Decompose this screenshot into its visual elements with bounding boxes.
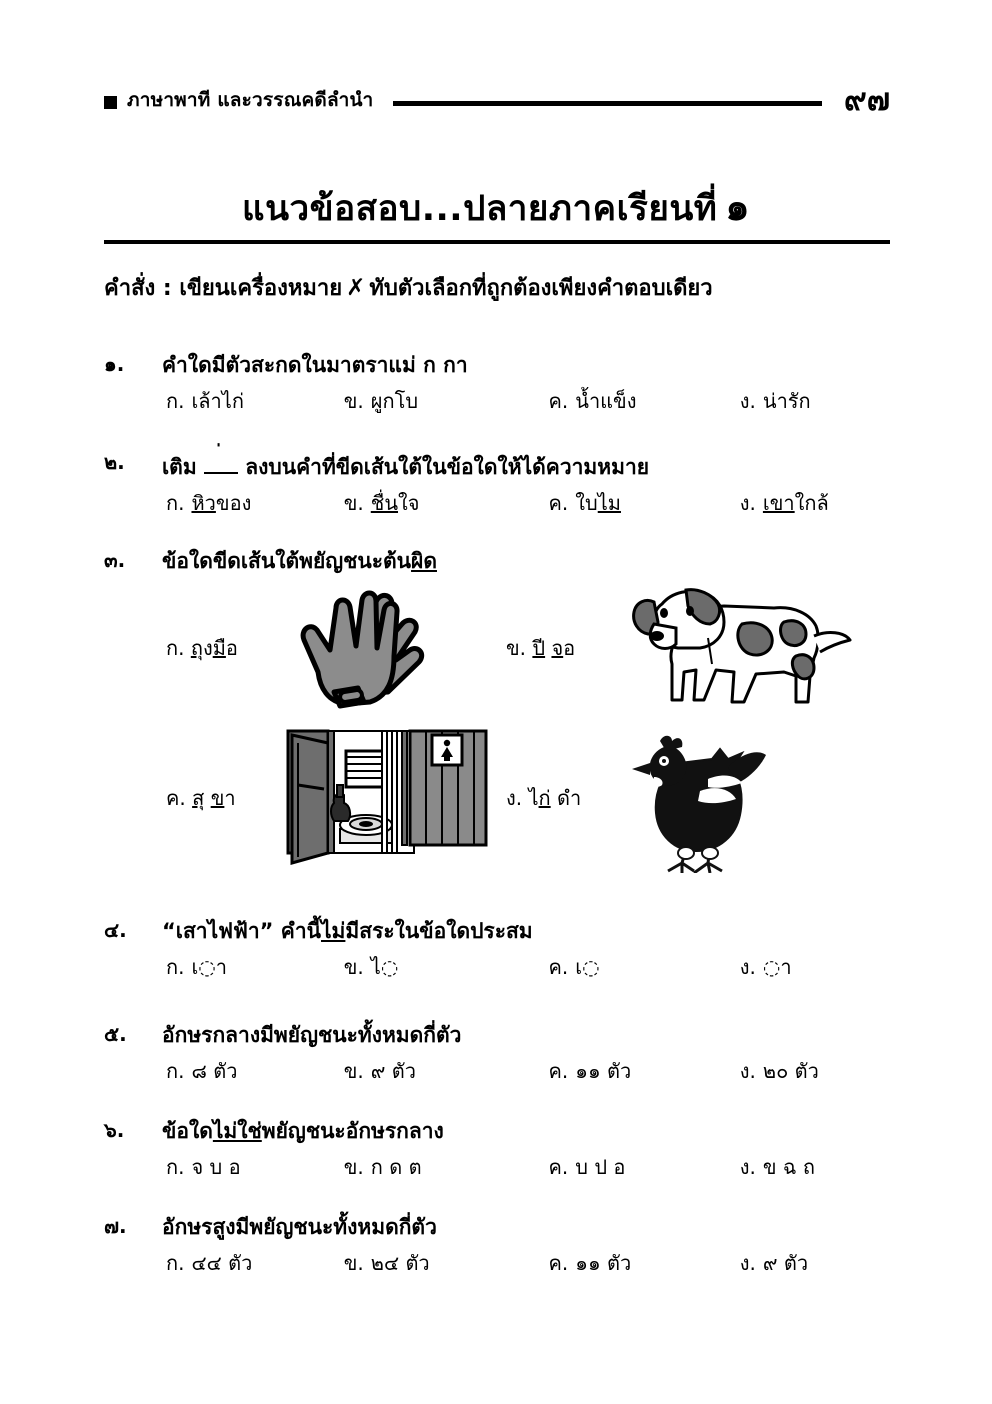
choice-3-b[interactable] bbox=[506, 574, 854, 722]
choice-3-d-word: ไก่ ด bbox=[528, 786, 582, 811]
chicken-icon bbox=[624, 723, 774, 873]
choice-2-d-plain: ใกล้ bbox=[794, 491, 829, 516]
choice-1-c-text: น้ำแข็ง bbox=[575, 389, 637, 414]
choice-6-d-label: ง. bbox=[739, 1155, 756, 1180]
choice-2-c-label: ค. bbox=[548, 491, 569, 516]
question-6-text-a: ข้อใด bbox=[162, 1119, 213, 1143]
choice-4-c[interactable] bbox=[549, 954, 740, 980]
gloves-icon bbox=[284, 584, 454, 712]
choice-6-b[interactable] bbox=[344, 1154, 549, 1180]
choice-2-a[interactable] bbox=[166, 490, 344, 516]
choice-4-a[interactable] bbox=[166, 954, 344, 980]
choice-3-a-text bbox=[166, 632, 284, 664]
choice-3-b-label: ข. bbox=[506, 636, 527, 661]
choice-3-d[interactable] bbox=[506, 724, 774, 872]
choice-7-a-label: ก. bbox=[166, 1251, 185, 1276]
question-6-choices bbox=[104, 1154, 904, 1180]
choice-5-d-label: ง. bbox=[739, 1059, 756, 1084]
question-6-text-underlined: ไม่ใช่ bbox=[212, 1119, 262, 1143]
question-6-text-b: พยัญชนะอักษรกลาง bbox=[261, 1119, 444, 1143]
choice-6-d-text: ข ฉ ถ bbox=[762, 1155, 816, 1180]
page-title bbox=[0, 176, 992, 237]
question-3-row-2 bbox=[104, 724, 904, 884]
title-divider bbox=[104, 240, 890, 244]
instruction-suffix: ทับตัวเลือกที่ถูกต้องเพียงคำตอบเดียว bbox=[369, 276, 713, 301]
choice-3-c-text bbox=[166, 782, 284, 814]
choice-3-b-word: ปี จอ bbox=[532, 636, 576, 661]
question-1-number: ๑. bbox=[104, 352, 125, 376]
question-5 bbox=[104, 1022, 904, 1084]
choice-7-b-label: ข. bbox=[343, 1251, 364, 1276]
header-rule bbox=[393, 101, 822, 106]
dog-illustration bbox=[624, 580, 854, 716]
choice-1-a-label: ก. bbox=[166, 389, 185, 414]
choice-6-a-label: ก. bbox=[166, 1155, 185, 1180]
choice-5-d[interactable] bbox=[740, 1058, 904, 1084]
choice-4-d[interactable] bbox=[740, 954, 904, 980]
question-5-number: ๕. bbox=[104, 1022, 127, 1046]
question-6 bbox=[104, 1118, 904, 1180]
question-7 bbox=[104, 1214, 904, 1276]
question-3-number: ๓. bbox=[104, 548, 126, 572]
choice-5-b[interactable] bbox=[344, 1058, 549, 1084]
question-4-choices bbox=[104, 954, 904, 980]
choice-2-d-underlined: เขา bbox=[762, 491, 795, 516]
running-header bbox=[104, 78, 890, 122]
restroom-icon bbox=[284, 723, 490, 873]
choice-5-d-text: ๒๐ ตัว bbox=[762, 1059, 819, 1084]
choice-6-c-text: บ ป อ bbox=[575, 1155, 626, 1180]
choice-3-a[interactable] bbox=[166, 574, 454, 722]
choice-2-a-underlined: หิว bbox=[191, 491, 216, 516]
dog-icon bbox=[624, 580, 854, 716]
choice-2-c[interactable] bbox=[549, 490, 740, 516]
choice-6-d[interactable] bbox=[740, 1154, 904, 1180]
chicken-illustration bbox=[624, 723, 774, 873]
choice-4-c-label: ค. bbox=[548, 955, 569, 980]
choice-7-d[interactable] bbox=[740, 1250, 904, 1276]
choice-3-d-label: ง. bbox=[506, 786, 523, 811]
instruction-prefix: คำสั่ง : เขียนเครื่องหมาย bbox=[104, 276, 343, 301]
choice-7-b-text: ๒๔ ตัว bbox=[370, 1251, 430, 1276]
instruction-line bbox=[104, 275, 904, 303]
choice-5-a[interactable] bbox=[166, 1058, 344, 1084]
choice-3-a-label: ก. bbox=[166, 636, 185, 661]
question-4-text-a: “เสาไฟฟ้า” คำนี้ bbox=[162, 919, 321, 943]
question-4-text-b: มีสระในข้อใดประสม bbox=[345, 919, 533, 943]
choice-4-b-text: ไ◌ bbox=[370, 955, 399, 980]
question-7-number: ๗. bbox=[104, 1214, 127, 1238]
choice-2-a-label: ก. bbox=[166, 491, 185, 516]
choice-2-c-text bbox=[575, 490, 621, 516]
question-1 bbox=[104, 352, 904, 414]
page-number: ๙๗ bbox=[843, 81, 890, 118]
question-3-text-underlined: ผิด bbox=[411, 549, 437, 573]
question-4-text-underlined: ไม่ bbox=[321, 919, 346, 943]
choice-1-d-text: น่ารัก bbox=[762, 389, 811, 414]
choice-3-c-word: สุ ขา bbox=[192, 786, 236, 811]
choice-2-c-plain: ใบ bbox=[575, 491, 598, 516]
choice-1-d[interactable] bbox=[740, 388, 904, 414]
question-5-choices bbox=[104, 1058, 904, 1084]
gloves-illustration bbox=[284, 584, 454, 712]
question-5-text: อักษรกลางมีพยัญชนะทั้งหมดกี่ตัว bbox=[162, 1023, 462, 1047]
question-4-text bbox=[162, 918, 533, 944]
choice-6-c[interactable] bbox=[549, 1154, 740, 1180]
choice-4-b[interactable] bbox=[344, 954, 549, 980]
choice-5-b-text: ๙ ตัว bbox=[370, 1059, 416, 1084]
choice-2-b-text bbox=[371, 490, 420, 516]
tone-mark-blank bbox=[204, 450, 238, 474]
choice-1-b-label: ข. bbox=[343, 389, 364, 414]
question-4 bbox=[104, 918, 904, 980]
choice-3-a-word: ถุงมือ bbox=[190, 636, 238, 661]
choice-4-a-text: เ◌า bbox=[191, 955, 227, 980]
question-7-text: อักษรสูงมีพยัญชนะทั้งหมดกี่ตัว bbox=[162, 1215, 437, 1239]
choice-5-c[interactable] bbox=[549, 1058, 740, 1084]
choice-2-b-plain: ใจ bbox=[398, 491, 420, 516]
choice-7-c[interactable] bbox=[549, 1250, 740, 1276]
choice-6-a-text: จ บ อ bbox=[191, 1155, 241, 1180]
choice-2-d[interactable] bbox=[740, 490, 904, 516]
choice-4-a-label: ก. bbox=[166, 955, 185, 980]
square-bullet-icon bbox=[104, 96, 117, 109]
question-4-number: ๔. bbox=[104, 918, 127, 942]
question-6-number: ๖. bbox=[104, 1118, 125, 1142]
choice-5-c-text: ๑๑ ตัว bbox=[575, 1059, 632, 1084]
question-2-text bbox=[162, 450, 649, 480]
question-2-number: ๒. bbox=[104, 450, 125, 474]
question-7-choices bbox=[104, 1250, 904, 1276]
question-2-text-after: ลงบนคำที่ขีดเส้นใต้ในข้อใดให้ได้ความหมาย bbox=[245, 455, 650, 479]
choice-5-a-text: ๘ ตัว bbox=[191, 1059, 238, 1084]
choice-1-b-text: ผูกโบ bbox=[370, 389, 419, 414]
choice-6-a[interactable] bbox=[166, 1154, 344, 1180]
choice-1-a-text: เล้าไก่ bbox=[191, 389, 244, 414]
choice-1-b[interactable] bbox=[344, 388, 549, 414]
choice-7-c-text: ๑๑ ตัว bbox=[575, 1251, 632, 1276]
question-3-text bbox=[162, 548, 437, 574]
choice-2-a-plain: ของ bbox=[215, 491, 252, 516]
choice-2-b[interactable] bbox=[344, 490, 549, 516]
choice-4-b-label: ข. bbox=[343, 955, 364, 980]
question-2-choices bbox=[104, 490, 904, 516]
choice-5-a-label: ก. bbox=[166, 1059, 185, 1084]
choice-4-d-text: ◌า bbox=[762, 955, 792, 980]
choice-2-b-label: ข. bbox=[343, 491, 364, 516]
choice-5-b-label: ข. bbox=[343, 1059, 364, 1084]
choice-7-d-label: ง. bbox=[739, 1251, 756, 1276]
book-title: ภาษาพาที และวรรณคดีลำนำ bbox=[127, 88, 374, 111]
restroom-illustration bbox=[284, 723, 490, 873]
choice-7-d-text: ๙ ตัว bbox=[762, 1251, 809, 1276]
x-mark-icon: ✗ bbox=[346, 275, 366, 301]
choice-2-a-text bbox=[191, 490, 251, 516]
choice-6-b-label: ข. bbox=[343, 1155, 364, 1180]
page-title-text: แนวข้อสอบ...ปลายภาคเรียนที่ bbox=[242, 189, 718, 229]
choice-6-c-label: ค. bbox=[548, 1155, 569, 1180]
question-2-text-before: เติม bbox=[162, 455, 197, 479]
choice-3-d-text bbox=[506, 782, 624, 814]
question-3-picture-choices bbox=[104, 574, 904, 884]
choice-3-c[interactable] bbox=[166, 724, 490, 872]
term-number: ๑ bbox=[725, 185, 750, 229]
choice-1-a[interactable] bbox=[166, 388, 344, 414]
choice-1-d-label: ง. bbox=[739, 389, 756, 414]
choice-1-c[interactable] bbox=[549, 388, 740, 414]
question-1-text: คำใดมีตัวสะกดในมาตราแม่ ก กา bbox=[162, 353, 468, 377]
choice-2-c-underlined: ไม bbox=[597, 491, 621, 516]
choice-2-d-label: ง. bbox=[739, 491, 756, 516]
question-6-text bbox=[162, 1118, 444, 1144]
choice-2-b-underlined: ชื่น bbox=[370, 491, 399, 516]
choice-1-c-label: ค. bbox=[548, 389, 569, 414]
choice-3-b-text bbox=[506, 632, 624, 664]
choice-3-c-label: ค. bbox=[166, 786, 186, 811]
choice-7-b[interactable] bbox=[344, 1250, 549, 1276]
question-3 bbox=[104, 548, 904, 884]
choice-7-a[interactable] bbox=[166, 1250, 344, 1276]
choice-4-c-text: เ◌ bbox=[575, 955, 600, 980]
question-2 bbox=[104, 450, 904, 516]
question-1-choices bbox=[104, 388, 904, 414]
choice-5-c-label: ค. bbox=[548, 1059, 569, 1084]
choice-4-d-label: ง. bbox=[739, 955, 756, 980]
question-3-row-1 bbox=[104, 574, 904, 724]
choice-6-b-text: ก ด ต bbox=[370, 1155, 422, 1180]
question-3-text-plain: ข้อใดขีดเส้นใต้พยัญชนะต้น bbox=[162, 549, 412, 573]
choice-2-d-text bbox=[763, 490, 829, 516]
choice-7-c-label: ค. bbox=[548, 1251, 569, 1276]
choice-7-a-text: ๔๔ ตัว bbox=[191, 1251, 253, 1276]
